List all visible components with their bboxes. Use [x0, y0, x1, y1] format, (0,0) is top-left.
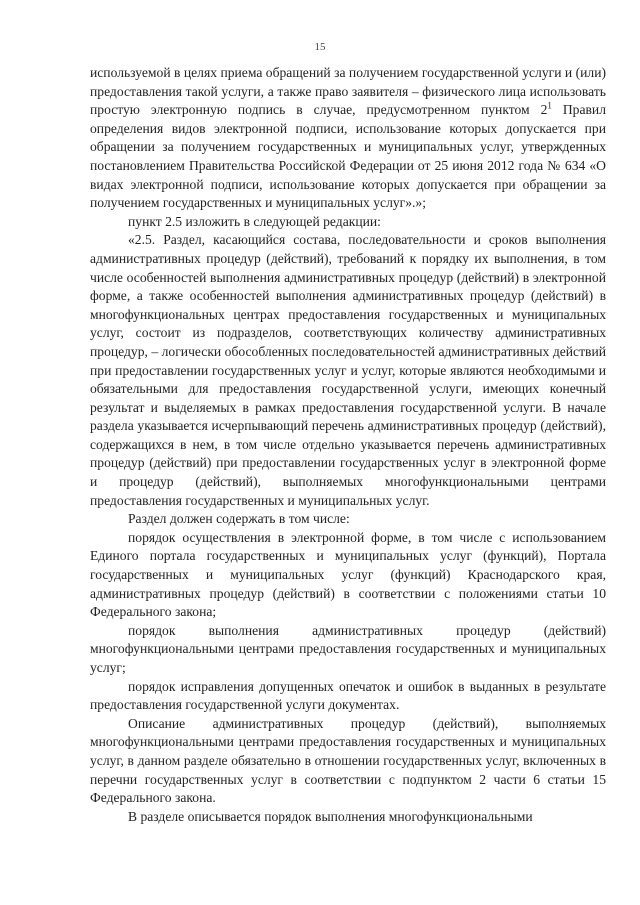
paragraph-corrections: порядок исправления допущенных опечаток и ошибок в выданных в результате предоставления государственной услуги документах. [90, 678, 606, 713]
paragraph-text: Правил определения видов электронной подписи, использование которых допускается при обращении за получением государственных и муниципальных услуг, утвержденных постановлением Правительства Российской Федерации от 25 июня 2012 года № 634 «О видах электронной подписи, использование которых допускается при обращении за получением государственных и муниципальных услуг».»; [90, 102, 606, 211]
paragraph-description: Описание административных процедур (действий), выполняемых многофункциональными центрами предоставления государственных и муниципальных услуг, в данном разделе обязательно в отношении государственных услуг, включенных в перечни государственных услуг в соответствии с подпунктом 2 части 6 статьи 15 Федерального закона. [90, 715, 606, 806]
paragraph-electronic-form: порядок осуществления в электронной форме, в том числе с использованием Единого портала государственных и муниципальных услуг (функций), Портала государственных и муниципальных услуг (функций) Краснодарского края, административных процедур (действий) в соответствии с положениями статьи 10 Федерального закона; [90, 529, 606, 620]
paragraph-2-5: «2.5. Раздел, касающийся состава, последовательности и сроков выполнения административных процедур (действий), требований к порядку их выполнения, в том числе особенностей выполнения административных процедур (действий) в электронной форме, а также особенностей выполнения административных процедур (действий) в многофункциональных центрах предоставления государственных и муниципальных услуг, состоит из подразделов, соответствующих количеству административных процедур, – логически обособленных последовательностей административных действий при предоставлении государственных услуг и услуг, которые являются необходимыми и обязательными для предоставления государственной услуги, имеющих конечный результат и выделяемых в рамках предоставления государственной услуги. В начале раздела указывается исчерпывающий перечень административных процедур (действий), содержащихся в нем, в том числе отдельно указывается перечень административных процедур (действий) при предоставлении государственных услуг в электронной форме и процедур (действий), выполняемых многофункциональными центрами предоставления государственных и муниципальных услуг. [90, 232, 606, 508]
paragraph-continuation [90, 64, 606, 213]
paragraph-instruction: пункт 2.5 изложить в следующей редакции: [128, 213, 381, 229]
document-body [90, 64, 606, 826]
paragraph-section-order: В разделе описывается порядок выполнения многофункциональными [128, 808, 533, 824]
superscript: 1 [547, 100, 552, 111]
page-number: 15 [314, 41, 326, 53]
paragraph-mfc-procedures: порядок выполнения административных процедур (действий) многофункциональными центрами предоставления государственных и муниципальных услуг; [90, 622, 606, 675]
paragraph-text: используемой в целях приема обращений за получением государственной услуги и (или) предоставления такой услуги, а также право заявителя – физического лица использовать простую электронную подпись в случае, предусмотренном пунктом 2 [90, 65, 606, 118]
paragraph-section-content: Раздел должен содержать в том числе: [128, 511, 350, 527]
